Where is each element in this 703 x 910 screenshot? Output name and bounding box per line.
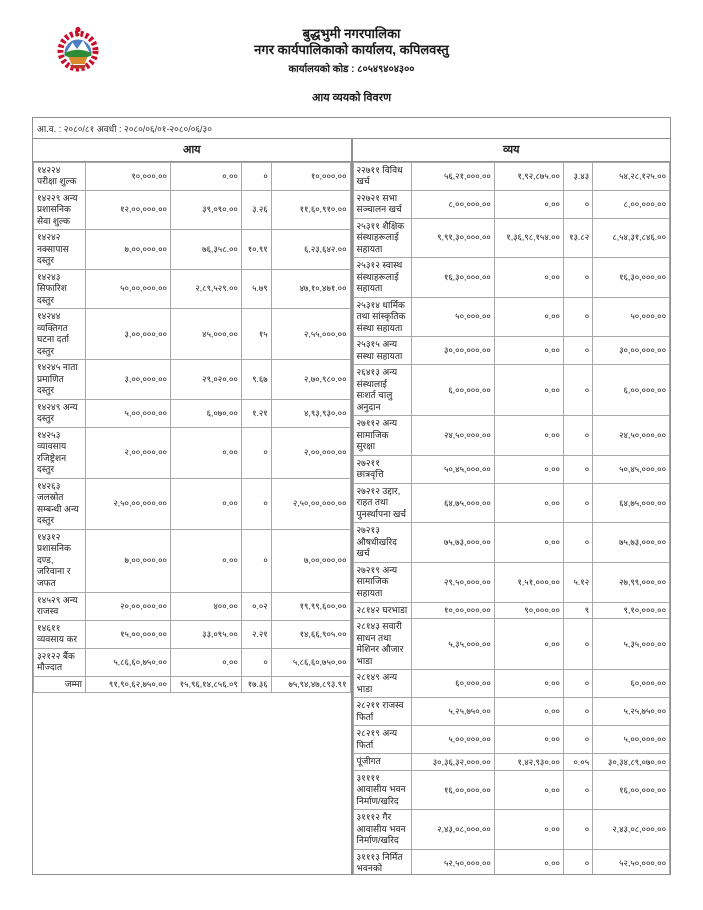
cell-name: १४६११ व्यवसाय कर: [34, 620, 86, 648]
cell-percent: ०: [241, 478, 271, 529]
org-name: बुद्धभुमी नगरपालिका: [302, 26, 401, 41]
cell-budget: ३०,३६,३२,०००.००: [411, 754, 494, 771]
cell-percent: १.२१: [241, 399, 271, 427]
income-table: [33, 162, 351, 694]
cell-budget: ५,००,०००.००: [85, 399, 170, 427]
cell-name: २५३११ शैक्षिक संस्थाहरूलाई सहायता: [353, 218, 411, 258]
expense-row: [353, 602, 670, 619]
cell-percent: ५.१२: [563, 562, 592, 602]
cell-budget: ५०,०००.००: [411, 297, 494, 337]
cell-balance: ६,००,०००.००: [593, 365, 670, 416]
cell-actual: ०.००: [494, 365, 563, 416]
cell-balance: ११,६०,९१०.००: [271, 190, 350, 230]
cell-actual: ३३,०९५.००: [170, 620, 241, 648]
cell-balance: २,४३,०८,०००.००: [593, 810, 670, 850]
cell-name: २७२१९ अन्य सामाजिक सहायता: [353, 562, 411, 602]
cell-budget: २९,५०,०००.००: [411, 562, 494, 602]
cell-actual: ४५,०००.००: [170, 309, 241, 360]
income-section-header: आय: [33, 139, 351, 162]
report-table-container: [32, 117, 671, 875]
cell-name: १४५२९ अन्य राजस्व: [34, 592, 86, 620]
cell-balance: १०,०००.००: [271, 162, 350, 190]
cell-balance: ९,१०,०००.००: [593, 602, 670, 619]
cell-percent: ०: [563, 190, 592, 218]
cell-percent: ३.४३: [563, 162, 592, 190]
cell-balance: २४,५०,०००.००: [593, 416, 670, 456]
cell-percent: ०: [563, 455, 592, 483]
two-column-area: [33, 139, 670, 875]
cell-name: जम्मा: [34, 676, 86, 693]
fiscal-period-line: आ.व. : २०८०/८१ अवधी : २०८०/०६/०१-२०८०/०६/३०: [33, 118, 670, 139]
cell-balance: २,५०,००,०००.००: [271, 478, 350, 529]
cell-budget: ६,००,०००.००: [411, 365, 494, 416]
cell-name: २८२११ राजस्व फिर्ता: [353, 698, 411, 726]
cell-actual: १,३६,९८,१५४.००: [494, 218, 563, 258]
cell-name: २७२१२ उद्दार, राहत तथा पुनर्स्थापना खर्च: [353, 483, 411, 523]
cell-balance: ८,५४,३१,८४६.००: [593, 218, 670, 258]
cell-actual: ०.००: [494, 849, 563, 874]
expense-row: [353, 754, 670, 771]
expense-row: [353, 190, 670, 218]
cell-name: १४२२४ परीक्षा शुल्क: [34, 162, 86, 190]
expense-section: [352, 139, 671, 875]
cell-name: २६४१३ अन्य संस्थालाई सःशर्त चालु अनुदान: [353, 365, 411, 416]
cell-name: ३१११३ निर्मित भवनको: [353, 849, 411, 874]
cell-percent: ०: [241, 648, 271, 676]
expense-row: [353, 218, 670, 258]
cell-percent: ५.७९: [241, 269, 271, 309]
cell-balance: १४,६६,९०५.००: [271, 620, 350, 648]
cell-name: २५३१४ धार्मिक तथा सांस्कृतिक संस्था सहायता: [353, 297, 411, 337]
cell-budget: ५,३५,०००.००: [411, 619, 494, 670]
expense-row: [353, 523, 670, 563]
income-row: [34, 478, 351, 529]
income-row: [34, 427, 351, 478]
cell-percent: ०: [563, 258, 592, 298]
cell-actual: ०.००: [170, 478, 241, 529]
cell-balance: २७,९९,०००.००: [593, 562, 670, 602]
cell-percent: ०: [563, 810, 592, 850]
cell-percent: ९: [563, 602, 592, 619]
cell-percent: ०: [563, 523, 592, 563]
cell-percent: ०: [563, 849, 592, 874]
cell-name: २५३१२ स्वास्थ संस्थाहरूलाई सहायता: [353, 258, 411, 298]
cell-actual: ०.००: [494, 416, 563, 456]
cell-budget: ६०,०००.००: [411, 670, 494, 698]
cell-balance: ४,९३,९३०.००: [271, 399, 350, 427]
cell-name: ३११११ आवासीय भवन निर्माण/खरिद: [353, 770, 411, 810]
cell-percent: ०: [241, 162, 271, 190]
cell-percent: ०.०२: [241, 592, 271, 620]
income-row: [34, 162, 351, 190]
cell-actual: ०.००: [494, 726, 563, 754]
cell-actual: ६,०७०.००: [170, 399, 241, 427]
income-row: [34, 309, 351, 360]
cell-budget: ५,००,०००.००: [411, 726, 494, 754]
cell-name: १४२४९ अन्य दस्तुर: [34, 399, 86, 427]
cell-budget: २,५०,००,०००.००: [85, 478, 170, 529]
cell-name: पूंजीगत: [353, 754, 411, 771]
cell-balance: ५,८६,६०,७५०.००: [271, 648, 350, 676]
cell-actual: ०.००: [494, 258, 563, 298]
income-row: [34, 360, 351, 400]
income-row: [34, 230, 351, 270]
cell-actual: २९,०२०.००: [170, 360, 241, 400]
cell-actual: १५,९६,१४,८५६.०९: [170, 676, 241, 693]
income-total-row: [34, 676, 351, 693]
office-line: नगर कार्यपालिकाको कार्यालय, कपिलवस्तु: [254, 42, 449, 58]
cell-budget: ५,२५,७५०.००: [411, 698, 494, 726]
cell-percent: ०: [241, 529, 271, 592]
cell-actual: ४००.००: [170, 592, 241, 620]
expense-row: [353, 562, 670, 602]
cell-balance: ६४,७५,०००.००: [593, 483, 670, 523]
cell-balance: ५२,५०,०००.००: [593, 849, 670, 874]
cell-balance: ३०,००,०००.००: [593, 337, 670, 365]
cell-actual: ०.००: [170, 162, 241, 190]
cell-name: २७२१३ औषधीखरिद खर्च: [353, 523, 411, 563]
cell-budget: ५०,४५,०००.००: [411, 455, 494, 483]
cell-budget: ८,००,०००.००: [411, 190, 494, 218]
cell-actual: ०.००: [494, 337, 563, 365]
income-row: [34, 269, 351, 309]
income-row: [34, 399, 351, 427]
expense-row: [353, 810, 670, 850]
cell-actual: १,५१,०००.००: [494, 562, 563, 602]
expense-table: [353, 162, 671, 875]
cell-balance: ८,००,०००.००: [593, 190, 670, 218]
expense-row: [353, 162, 670, 190]
cell-balance: ४७,१०,४७१.००: [271, 269, 350, 309]
cell-actual: ०.००: [494, 770, 563, 810]
cell-percent: ०: [563, 619, 592, 670]
cell-balance: ५०,०००.००: [593, 297, 670, 337]
expense-row: [353, 455, 670, 483]
cell-balance: २,००,०००.००: [271, 427, 350, 478]
cell-name: २७२११ छात्रवृत्ति: [353, 455, 411, 483]
cell-balance: १६,००,०००.००: [593, 770, 670, 810]
expense-row: [353, 849, 670, 874]
cell-budget: ५,८६,६०,७५०.००: [85, 648, 170, 676]
cell-budget: १६,३०,०००.००: [411, 258, 494, 298]
cell-percent: ०: [563, 670, 592, 698]
cell-name: २८१४९ अन्य भाडा: [353, 670, 411, 698]
cell-percent: २.२१: [241, 620, 271, 648]
cell-balance: ५,२५,७५०.००: [593, 698, 670, 726]
cell-balance: ५,००,०००.००: [593, 726, 670, 754]
cell-percent: ९.६७: [241, 360, 271, 400]
cell-actual: ०.००: [494, 670, 563, 698]
cell-budget: १०,००,०००.००: [411, 602, 494, 619]
cell-budget: २,००,०००.००: [85, 427, 170, 478]
cell-balance: १९,९९,६००.००: [271, 592, 350, 620]
cell-name: २८२१९ अन्य फिर्ता: [353, 726, 411, 754]
cell-percent: ०: [563, 726, 592, 754]
income-row: [34, 190, 351, 230]
cell-budget: १२,००,०००.००: [85, 190, 170, 230]
cell-balance: ७५,७३,०००.००: [593, 523, 670, 563]
cell-name: ३२१२२ बैंक मौज्दात: [34, 648, 86, 676]
municipality-emblem-icon: [54, 24, 102, 76]
document-header: [0, 0, 703, 75]
income-row: [34, 529, 351, 592]
cell-percent: १७.३६: [241, 676, 271, 693]
expense-row: [353, 416, 670, 456]
cell-actual: ०.००: [494, 455, 563, 483]
cell-name: २८१४३ सवारी साधन तथा मेशिनर औजार भाडा: [353, 619, 411, 670]
cell-percent: ०: [563, 698, 592, 726]
cell-budget: १०,०००.००: [85, 162, 170, 190]
cell-actual: ०.००: [494, 523, 563, 563]
expense-row: [353, 619, 670, 670]
cell-budget: ६४,७५,०००.००: [411, 483, 494, 523]
cell-actual: ०.००: [170, 427, 241, 478]
cell-actual: ०.००: [494, 810, 563, 850]
cell-budget: १६,००,०००.००: [411, 770, 494, 810]
cell-name: ३१११२ गैर आवासीय भवन निर्माण/खरिद: [353, 810, 411, 850]
cell-balance: ५०,४५,०००.००: [593, 455, 670, 483]
cell-actual: १,९२,८७५.००: [494, 162, 563, 190]
cell-budget: ९,९१,३०,०००.००: [411, 218, 494, 258]
cell-name: १४३१२ प्रशासनिक दण्ड, जरिवाना र जफत: [34, 529, 86, 592]
cell-budget: ५०,००,०००.००: [85, 269, 170, 309]
cell-actual: ०.००: [494, 190, 563, 218]
income-row: [34, 620, 351, 648]
cell-budget: १५,००,०००.००: [85, 620, 170, 648]
cell-percent: ०: [563, 337, 592, 365]
cell-percent: ०: [563, 365, 592, 416]
cell-actual: ३९,०९०.००: [170, 190, 241, 230]
cell-percent: ०: [563, 770, 592, 810]
cell-budget: ७,००,०००.००: [85, 529, 170, 592]
cell-balance: २,५५,०००.००: [271, 309, 350, 360]
cell-name: २२७११ विविध खर्च: [353, 162, 411, 190]
cell-percent: १३.८२: [563, 218, 592, 258]
cell-name: १४२५३ व्यावसाय रजिष्ट्रेशन दस्तुर: [34, 427, 86, 478]
cell-budget: ५६,२१,०००.००: [411, 162, 494, 190]
cell-budget: २,४३,०८,०००.००: [411, 810, 494, 850]
cell-balance: ५४,२८,१२५.००: [593, 162, 670, 190]
cell-balance: ७५,९४,४७,८९३.९१: [271, 676, 350, 693]
cell-actual: ९०,०००.००: [494, 602, 563, 619]
cell-budget: ९१,९०,६२,७५०.००: [85, 676, 170, 693]
cell-actual: २,८९,५२९.००: [170, 269, 241, 309]
cell-percent: ०: [241, 427, 271, 478]
expense-row: [353, 258, 670, 298]
expense-row: [353, 698, 670, 726]
cell-balance: ५,३५,०००.००: [593, 619, 670, 670]
report-title: आय व्ययको विवरण: [311, 91, 392, 104]
cell-balance: १६,३०,०००.००: [593, 258, 670, 298]
cell-name: २५३१५ अन्य सस्था सहायता: [353, 337, 411, 365]
cell-budget: ७,००,०००.००: [85, 230, 170, 270]
cell-balance: २,७०,९८०.००: [271, 360, 350, 400]
expense-row: [353, 365, 670, 416]
cell-name: २७११२ अन्य सामाजिक सुरक्षा: [353, 416, 411, 456]
cell-percent: ०: [563, 416, 592, 456]
cell-budget: २०,००,०००.००: [85, 592, 170, 620]
cell-percent: ०: [563, 483, 592, 523]
cell-balance: ६,२३,६४२.००: [271, 230, 350, 270]
cell-percent: १५: [241, 309, 271, 360]
cell-budget: ३,००,०००.००: [85, 309, 170, 360]
cell-name: १४२४४ व्यक्तिगत घटना दर्ता दस्तुर: [34, 309, 86, 360]
expense-row: [353, 670, 670, 698]
cell-name: १४२४५ नाता प्रमाणित दस्तुर: [34, 360, 86, 400]
cell-actual: ०.००: [170, 648, 241, 676]
cell-actual: ०.००: [170, 529, 241, 592]
cell-percent: ०.०५: [563, 754, 592, 771]
expense-row: [353, 337, 670, 365]
expense-row: [353, 483, 670, 523]
cell-actual: ०.००: [494, 483, 563, 523]
income-row: [34, 648, 351, 676]
cell-budget: २४,५०,०००.००: [411, 416, 494, 456]
cell-name: १४२६३ जलस्रोत सम्बन्धी अन्य दस्तुर: [34, 478, 86, 529]
income-row: [34, 592, 351, 620]
cell-budget: ५२,५०,०००.००: [411, 849, 494, 874]
expense-row: [353, 297, 670, 337]
cell-actual: ०.००: [494, 619, 563, 670]
cell-percent: १०.९१: [241, 230, 271, 270]
income-section: [33, 139, 352, 875]
cell-actual: ०.००: [494, 297, 563, 337]
cell-percent: ०: [563, 297, 592, 337]
cell-balance: ७,००,०००.००: [271, 529, 350, 592]
cell-budget: ३,००,०००.००: [85, 360, 170, 400]
cell-balance: ६०,०००.००: [593, 670, 670, 698]
cell-actual: ०.००: [494, 698, 563, 726]
cell-name: २८१४२ घरभाडा: [353, 602, 411, 619]
expense-row: [353, 770, 670, 810]
expense-section-header: व्यय: [353, 139, 671, 162]
cell-percent: ३.२६: [241, 190, 271, 230]
cell-name: १४२२९ अन्य प्रशासनिक सेवा शुल्क: [34, 190, 86, 230]
cell-actual: ७६,३५८.००: [170, 230, 241, 270]
cell-name: २२७२१ सभा सञ्चालन खर्च: [353, 190, 411, 218]
cell-name: १४२४२ नक्सापास दस्तुर: [34, 230, 86, 270]
cell-name: १४२४३ सिफारिश दस्तुर: [34, 269, 86, 309]
cell-budget: ३०,००,०००.००: [411, 337, 494, 365]
cell-budget: ७५,७३,०००.००: [411, 523, 494, 563]
expense-row: [353, 726, 670, 754]
office-code: कार्यालयको कोड : ८०५४९४०४३००: [288, 63, 415, 75]
cell-balance: ३०,३४,८९,०७०.००: [593, 754, 670, 771]
cell-actual: १,४२,९३०.००: [494, 754, 563, 771]
